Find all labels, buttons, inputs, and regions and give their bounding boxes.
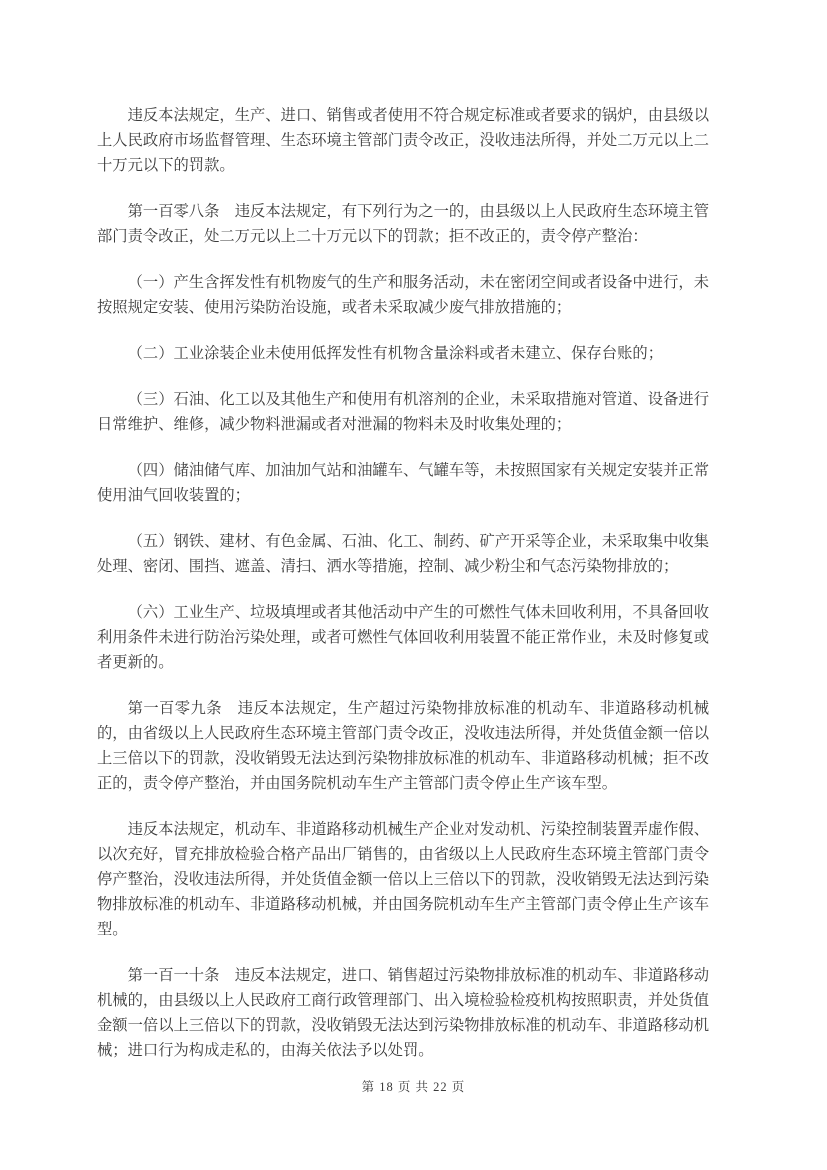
paragraph-item-4: （四）储油储气库、加油加气站和油罐车、气罐车等，未按照国家有关规定安装并正常使用油气回收装置的； [97,462,709,504]
paragraph-vehicle-fraud-penalty: 违反本法规定，机动车、非道路移动机械生产企业对发动机、污染控制装置弄虚作假、以次充好，冒充排放检验合格产品出厂销售的，由省级以上人民政府生态环境主管部门责令停产整治，没收违法所得，并处货值金额一倍以上三倍以下的罚款，没收销毁无法达到污染物排放标准的机动车、非道路移动机械，并由国务院机动车生产主管部门责令停止生产该车型。 [97,821,709,938]
paragraph-item-1: （一）产生含挥发性有机物废气的生产和服务活动，未在密闭空间或者设备中进行，未按照规定安装、使用污染防治设施，或者未采取减少废气排放措施的； [97,274,709,316]
paragraph-item-5: （五）钢铁、建材、有色金属、石油、化工、制药、矿产开采等企业，未采取集中收集处理、密闭、围挡、遮盖、清扫、洒水等措施，控制、减少粉尘和气态污染物排放的； [97,533,709,575]
page-number-footer: 第 18 页 共 22 页 [361,1080,466,1094]
paragraph-item-3: （三）石油、化工以及其他生产和使用有机溶剂的企业，未采取措施对管道、设备进行日常维护、维修，减少物料泄漏或者对泄漏的物料未及时收集处理的； [97,391,709,433]
paragraph-article-108: 第一百零八条 违反本法规定，有下列行为之一的，由县级以上人民政府生态环境主管部门责令改正，处二万元以上二十万元以下的罚款；拒不改正的，责令停产整治： [97,203,709,245]
paragraph-article-110: 第一百一十条 违反本法规定，进口、销售超过污染物排放标准的机动车、非道路移动机械的，由县级以上人民政府工商行政管理部门、出入境检验检疫机构按照职责，并处货值金额一倍以上三倍以下的罚款，没收销毁无法达到污染物排放标准的机动车、非道路移动机械；进口行为构成走私的，由海关依法予以处罚。 [97,967,709,1059]
paragraph-item-6: （六）工业生产、垃圾填埋或者其他活动中产生的可燃性气体未回收利用，不具备回收利用条件未进行防治污染处理，或者可燃性气体回收利用装置不能正常作业，未及时修复或者更新的。 [97,604,709,671]
paragraph-item-2: （二）工业涂装企业未使用低挥发性有机物含量涂料或者未建立、保存台账的； [127,345,663,362]
document-body [97,103,709,1063]
paragraph-article-109: 第一百零九条 违反本法规定，生产超过污染物排放标准的机动车、非道路移动机械的，由省级以上人民政府生态环境主管部门责令改正，没收违法所得，并处货值金额一倍以上三倍以下的罚款，没收销毁无法达到污染物排放标准的机动车、非道路移动机械；拒不改正的，责令停产整治，并由国务院机动车生产主管部门责令停止生产该车型。 [97,700,709,792]
paragraph-boiler-penalty: 违反本法规定，生产、进口、销售或者使用不符合规定标准或者要求的锅炉，由县级以上人民政府市场监督管理、生态环境主管部门责令改正，没收违法所得，并处二万元以上二十万元以下的罚款。 [97,107,709,174]
